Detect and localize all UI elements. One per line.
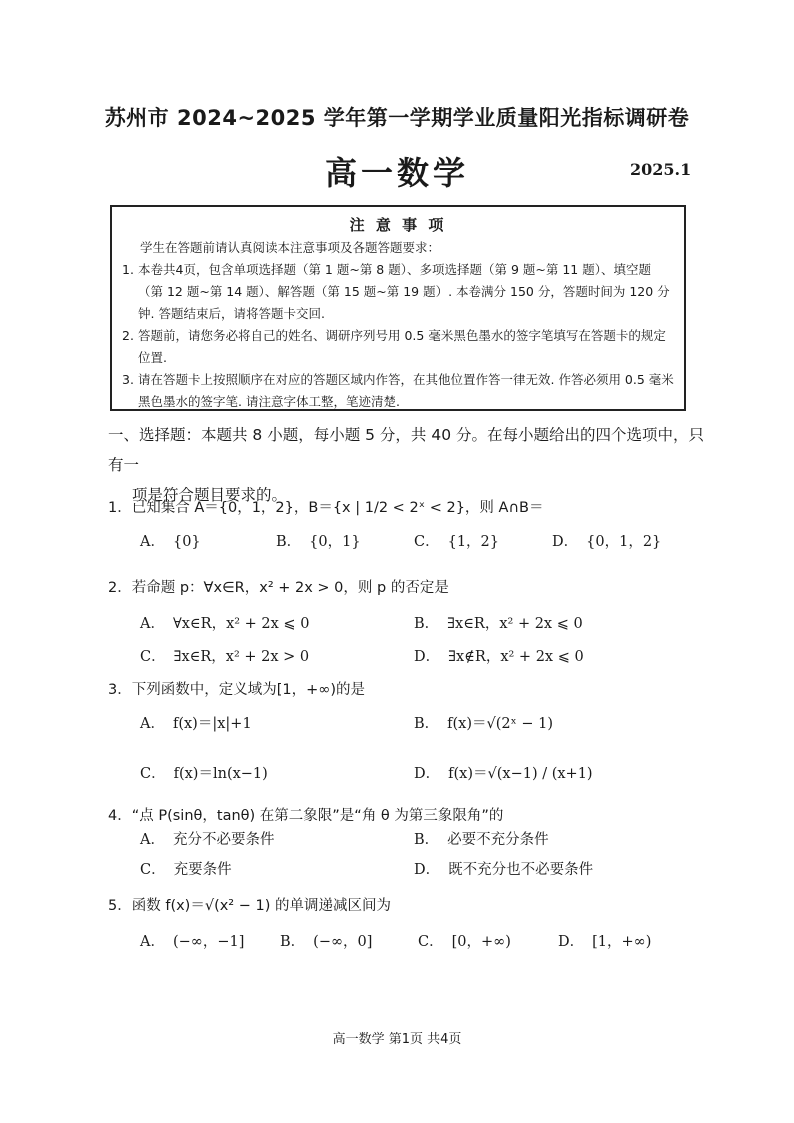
notice-item	[122, 325, 674, 369]
exam-date: 2025.1	[630, 160, 692, 179]
option-label: B．	[280, 934, 306, 950]
notice-item-text: 请在答题卡上按照顺序在对应的答题区域内作答，在其他位置作答一律无效. 作答必须用 0.5 毫米黑色墨水的签字笔. 请注意字体工整，笔迹清楚.	[138, 372, 674, 409]
question-1-option-d	[552, 530, 661, 551]
question-5-option-c	[418, 930, 511, 951]
option-text: 充分不必要条件	[172, 832, 275, 848]
section-heading-line1: 一、选择题：本题共 8 小题，每小题 5 分，共 40 分。在每小题给出的四个选项中，只有一	[108, 426, 705, 474]
question-5-option-b	[280, 930, 372, 951]
option-label: D．	[414, 862, 441, 878]
question-2-option-b	[414, 612, 583, 633]
question-4-option-d	[414, 858, 593, 879]
option-label: B．	[276, 534, 302, 550]
option-label: C．	[140, 766, 166, 782]
question-2-option-a	[140, 612, 309, 633]
subject-title: 高一数学	[324, 154, 469, 192]
question-1-option-a	[140, 530, 201, 551]
option-label: A．	[140, 832, 165, 848]
question-2-stem: 2．若命题 p：∀x∈R，x² + 2x > 0，则 p 的否定是	[108, 580, 449, 596]
question-2-option-d	[414, 645, 584, 666]
option-label: C．	[140, 649, 166, 665]
option-label: C．	[418, 934, 444, 950]
question-5-option-a	[140, 930, 244, 951]
option-text: f(x)＝ln(x−1)	[173, 766, 268, 782]
page-footer: 高一数学 第1页 共4页	[332, 1032, 462, 1047]
notice-item-text: 答题前，请您务必将自己的姓名、调研序列号用 0.5 毫米黑色墨水的签字笔填写在答题卡的规定位置.	[138, 328, 666, 365]
option-label: A．	[140, 934, 165, 950]
option-text: f(x)＝|x|+1	[172, 716, 252, 732]
question-4-option-c	[140, 858, 232, 879]
option-label: D．	[414, 766, 441, 782]
question-1-option-c	[414, 530, 499, 551]
question-4-option-a	[140, 828, 274, 849]
option-label: A．	[140, 716, 165, 732]
option-text: [1，+∞)	[592, 934, 652, 950]
option-text: {0，1}	[309, 534, 361, 550]
notice-intro: 学生在答题前请认真阅读本注意事项及各题答题要求：	[140, 240, 441, 255]
option-label: B．	[414, 716, 440, 732]
question-3-option-c	[140, 762, 268, 783]
question-3-option-d	[414, 762, 593, 783]
notice-item	[122, 369, 674, 413]
question-1-stem: 1．已知集合 A＝{0，1，2}，B＝{x | 1/2 < 2ˣ < 2}，则 A∩B＝	[108, 500, 544, 516]
option-text: {1，2}	[447, 534, 500, 550]
option-text: 充要条件	[173, 862, 232, 878]
option-text: [0，+∞)	[451, 934, 511, 950]
option-text: ∃x∈R，x² + 2x > 0	[173, 649, 310, 665]
option-text: (−∞，0]	[313, 934, 373, 950]
notice-item-number: 1.	[122, 262, 134, 277]
option-label: C．	[414, 534, 440, 550]
option-label: C．	[140, 862, 166, 878]
option-text: {0，1，2}	[586, 534, 662, 550]
option-text: ∃x∈R，x² + 2x ⩽ 0	[447, 616, 583, 632]
question-3-option-a	[140, 712, 252, 733]
question-3-stem: 3．下列函数中，定义域为[1，+∞)的是	[108, 682, 365, 698]
notice-item-number: 3.	[122, 372, 134, 387]
option-text: (−∞，−1]	[172, 934, 245, 950]
option-label: A．	[140, 616, 165, 632]
option-label: B．	[414, 832, 440, 848]
question-3-option-b	[414, 712, 553, 733]
option-text: f(x)＝√(x−1) / (x+1)	[448, 766, 593, 782]
option-label: D．	[558, 934, 585, 950]
option-label: D．	[414, 649, 441, 665]
notice-item-number: 2.	[122, 328, 134, 343]
notice-title: 注 意 事 项	[349, 216, 447, 234]
notice-item-text: 本卷共4页，包含单项选择题（第 1 题~第 8 题）、多项选择题（第 9 题~第 11 题）、填空题（第 12 题~第 14 题）、解答题（第 15 题~第 19 题）. 本卷满分 150 分，答题时间为 120 分钟. 答题结束后，请将答题卡交回.	[138, 262, 670, 321]
exam-title: 苏州市 2024~2025 学年第一学期学业质量阳光指标调研卷	[104, 106, 690, 130]
option-text: ∃x∉R，x² + 2x ⩽ 0	[448, 649, 584, 665]
notice-item	[122, 259, 674, 325]
notice-box	[110, 205, 686, 411]
option-label: A．	[140, 534, 165, 550]
question-4-option-b	[414, 828, 549, 849]
question-4-stem: 4．“点 P(sinθ，tanθ) 在第二象限”是“角 θ 为第三象限角”的	[108, 808, 504, 824]
option-text: {0}	[172, 534, 201, 550]
option-text: 既不充分也不必要条件	[448, 862, 594, 878]
question-5-option-d	[558, 930, 651, 951]
option-text: ∀x∈R，x² + 2x ⩽ 0	[172, 616, 310, 632]
option-text: f(x)＝√(2ˣ − 1)	[447, 716, 554, 732]
section-heading-line2: 项是符合题目要求的。	[132, 486, 288, 504]
option-label: D．	[552, 534, 579, 550]
option-label: B．	[414, 616, 440, 632]
question-2-option-c	[140, 645, 309, 666]
question-1-option-b	[276, 530, 361, 551]
option-text: 必要不充分条件	[447, 832, 549, 848]
question-5-stem: 5．函数 f(x)＝√(x² − 1) 的单调递减区间为	[108, 898, 391, 914]
